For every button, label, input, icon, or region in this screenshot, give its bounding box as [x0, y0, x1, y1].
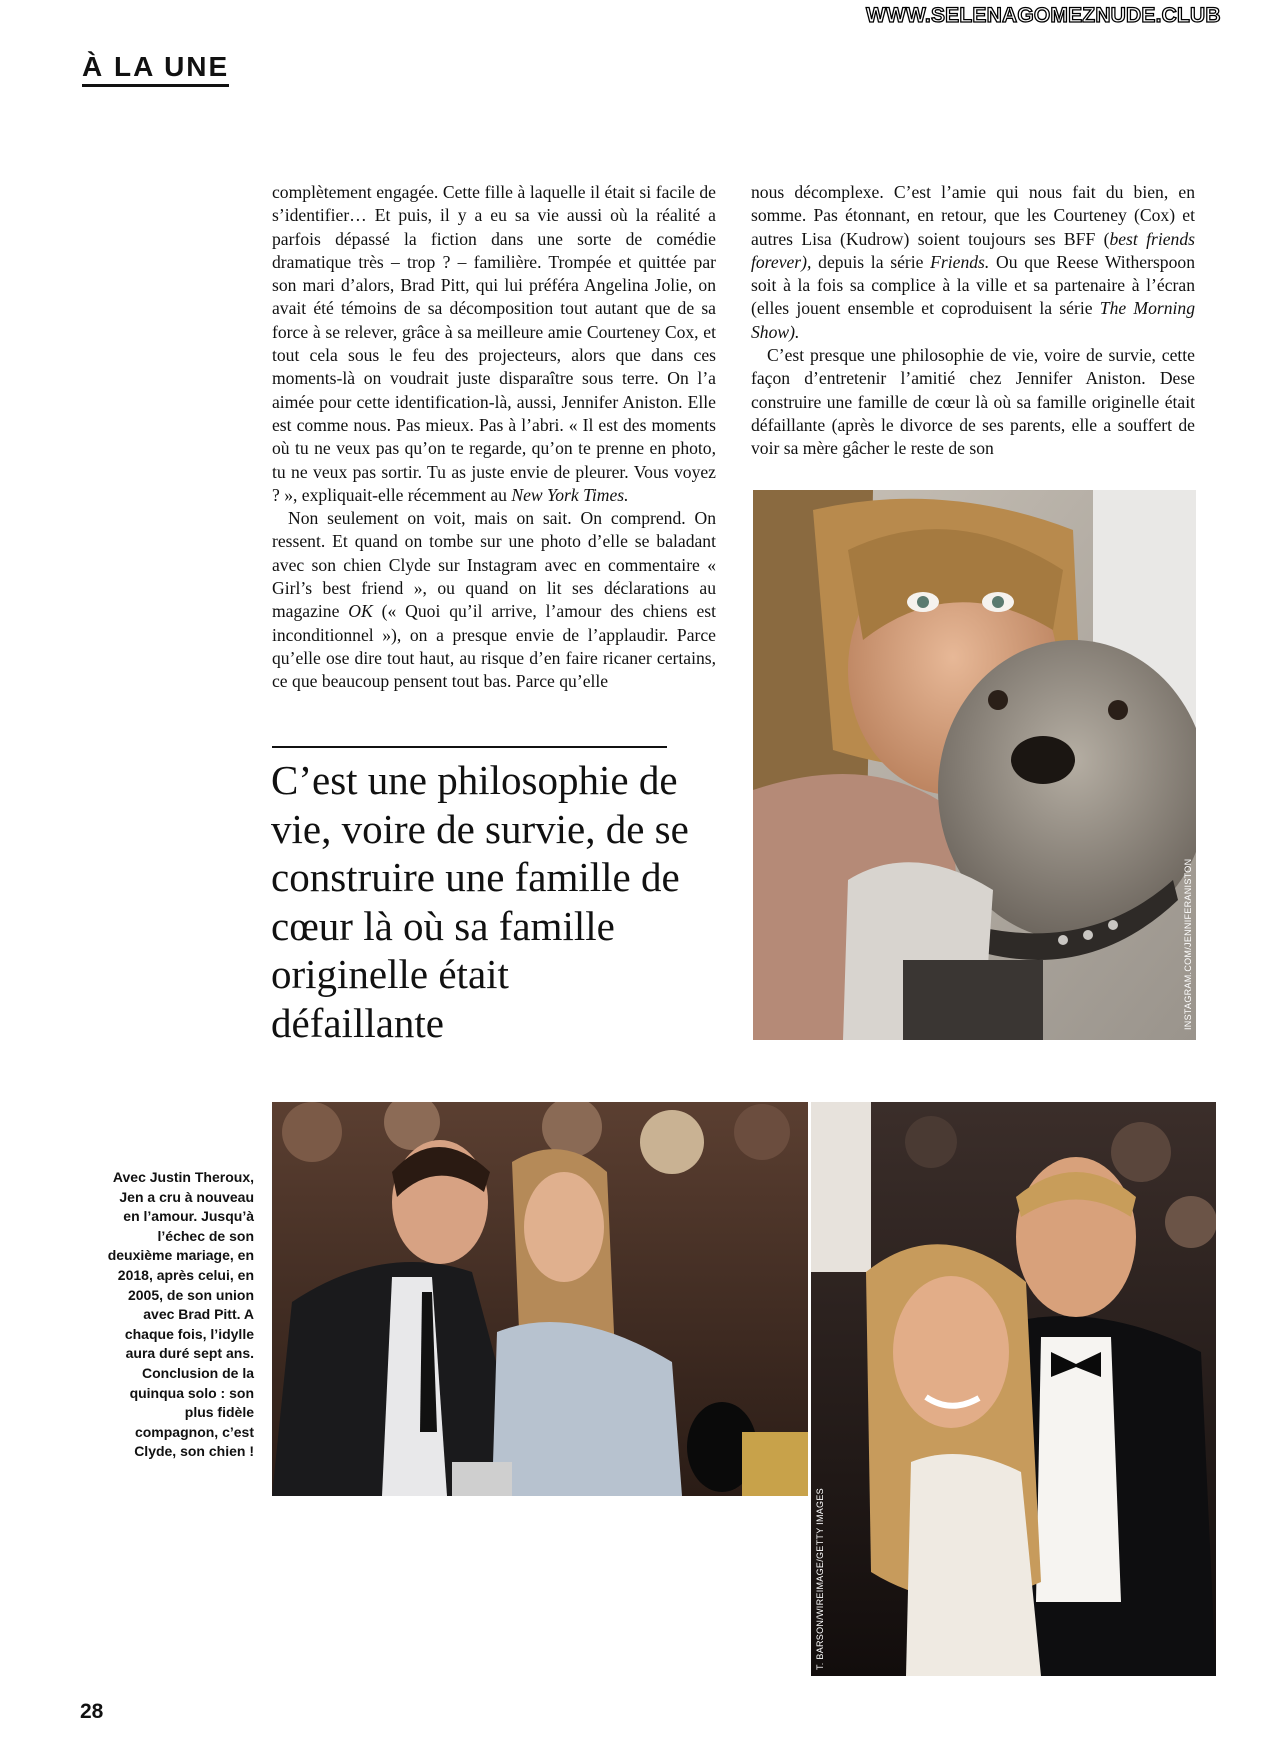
couple-photo-gala: [272, 1102, 808, 1496]
paragraph: nous décomplexe. C’est l’amie qui nous fait du bien, en somme. Pas étonnant, en retour, que les Courteney (Cox) et autres Lisa (Kudrow) soient toujours ses BFF (best friends forever), depuis la série Friends. Ou que Reese Witherspoon soit à la fois sa complice à la ville et sa partenaire à l’écran (elles jouent ensemble et coproduisent la série The Morning Show).: [751, 182, 1196, 342]
dog-selfie-photo: [753, 490, 1196, 1040]
page-number: 28: [80, 1700, 104, 1723]
publication-name: New York Times.: [511, 484, 629, 505]
paragraph: Non seulement on voit, mais on sait. On comprend. On ressent. Et quand on tombe sur une photo d’elle se baladant avec son chien Clyde sur Instagram avec en commentaire « Girl’s best friend », ou quand on lit ses déclarations au magazine OK (« Quoi qu’il arrive, l’amour des chiens est inconditionnel »), on a presque envie de l’applaudir. Parce qu’elle ose dire tout haut, au risque d’en faire ricaner certains, ce que beaucoup pensent tout bas. Parce qu’elle: [272, 508, 716, 692]
photo-credit: T.ROSE/GETTY IMAGES/AFP: [258, 1362, 268, 1492]
photo-caption: Avec Justin Theroux, Jen a cru à nouveau en l’amour. Jusqu’à l’échec de son deuxième mariage, en 2018, après celui, en 2005, de son union avec Brad Pitt. A chaque fois, l’idylle aura duré sept ans. Conclusion de la quinqua solo : son plus fidèle compagnon, c’est Clyde, son chien !: [107, 1169, 254, 1460]
pull-quote: C’est une philosophie de vie, voire de survie, de se construire une famille de cœur là où sa famille originelle était défaillante: [271, 757, 689, 1046]
article-column-2: [751, 181, 1195, 461]
article-column-1: [272, 181, 716, 694]
section-title: À LA UNE: [82, 52, 229, 87]
photo-credit: T. BARSON/WIREIMAGE/GETTY IMAGES: [815, 1488, 825, 1670]
photo-credit: INSTAGRAM.COM/JENNIFERANISTON: [1183, 858, 1193, 1030]
watermark: WWW.SELENAGOMEZNUDE.CLUB: [866, 4, 1221, 27]
pull-quote-rule: [272, 746, 667, 748]
paragraph: complètement engagée. Cette fille à laquelle il était si facile de s’identifier… Et puis, il y a eu sa vie aussi où la réalité a parfois dépassé la fiction dans une sorte de comédie dramatique très – trop ? – familière. Trompée et quittée par son mari d’alors, Brad Pitt, qui lui préféra Angelina Jolie, on avait été témoins de sa décomposition tout autant que de sa force à se relever, grâce à sa meilleure amie Courteney Cox, et tout cela sous le feu des projecteurs, alors que dans ces moments-là on voudrait juste disparaître sous terre. On l’a aimée pour cette identification-là, aussi, Jennifer Aniston. Elle est comme nous. Pas mieux. Pas à l’abri. « Il est des moments où tu ne veux pas qu’on te regarde, qu’on te prenne en photo, tu ne veux pas sortir. Tu as juste envie de pleurer. Vous voyez ? », expliquait-elle récemment au New York Times.: [272, 182, 716, 505]
couple-photo-red-carpet: [811, 1102, 1216, 1676]
publication-name: OK: [348, 601, 373, 622]
paragraph: C’est presque une philosophie de vie, voire de survie, cette façon d’entretenir l’amitié chez Jennifer Aniston. Dese construire une famille de cœur là où sa famille originelle était défaillante (après le divorce de ses parents, elle a souffert de voir sa mère gâcher le reste de son: [751, 345, 1195, 459]
